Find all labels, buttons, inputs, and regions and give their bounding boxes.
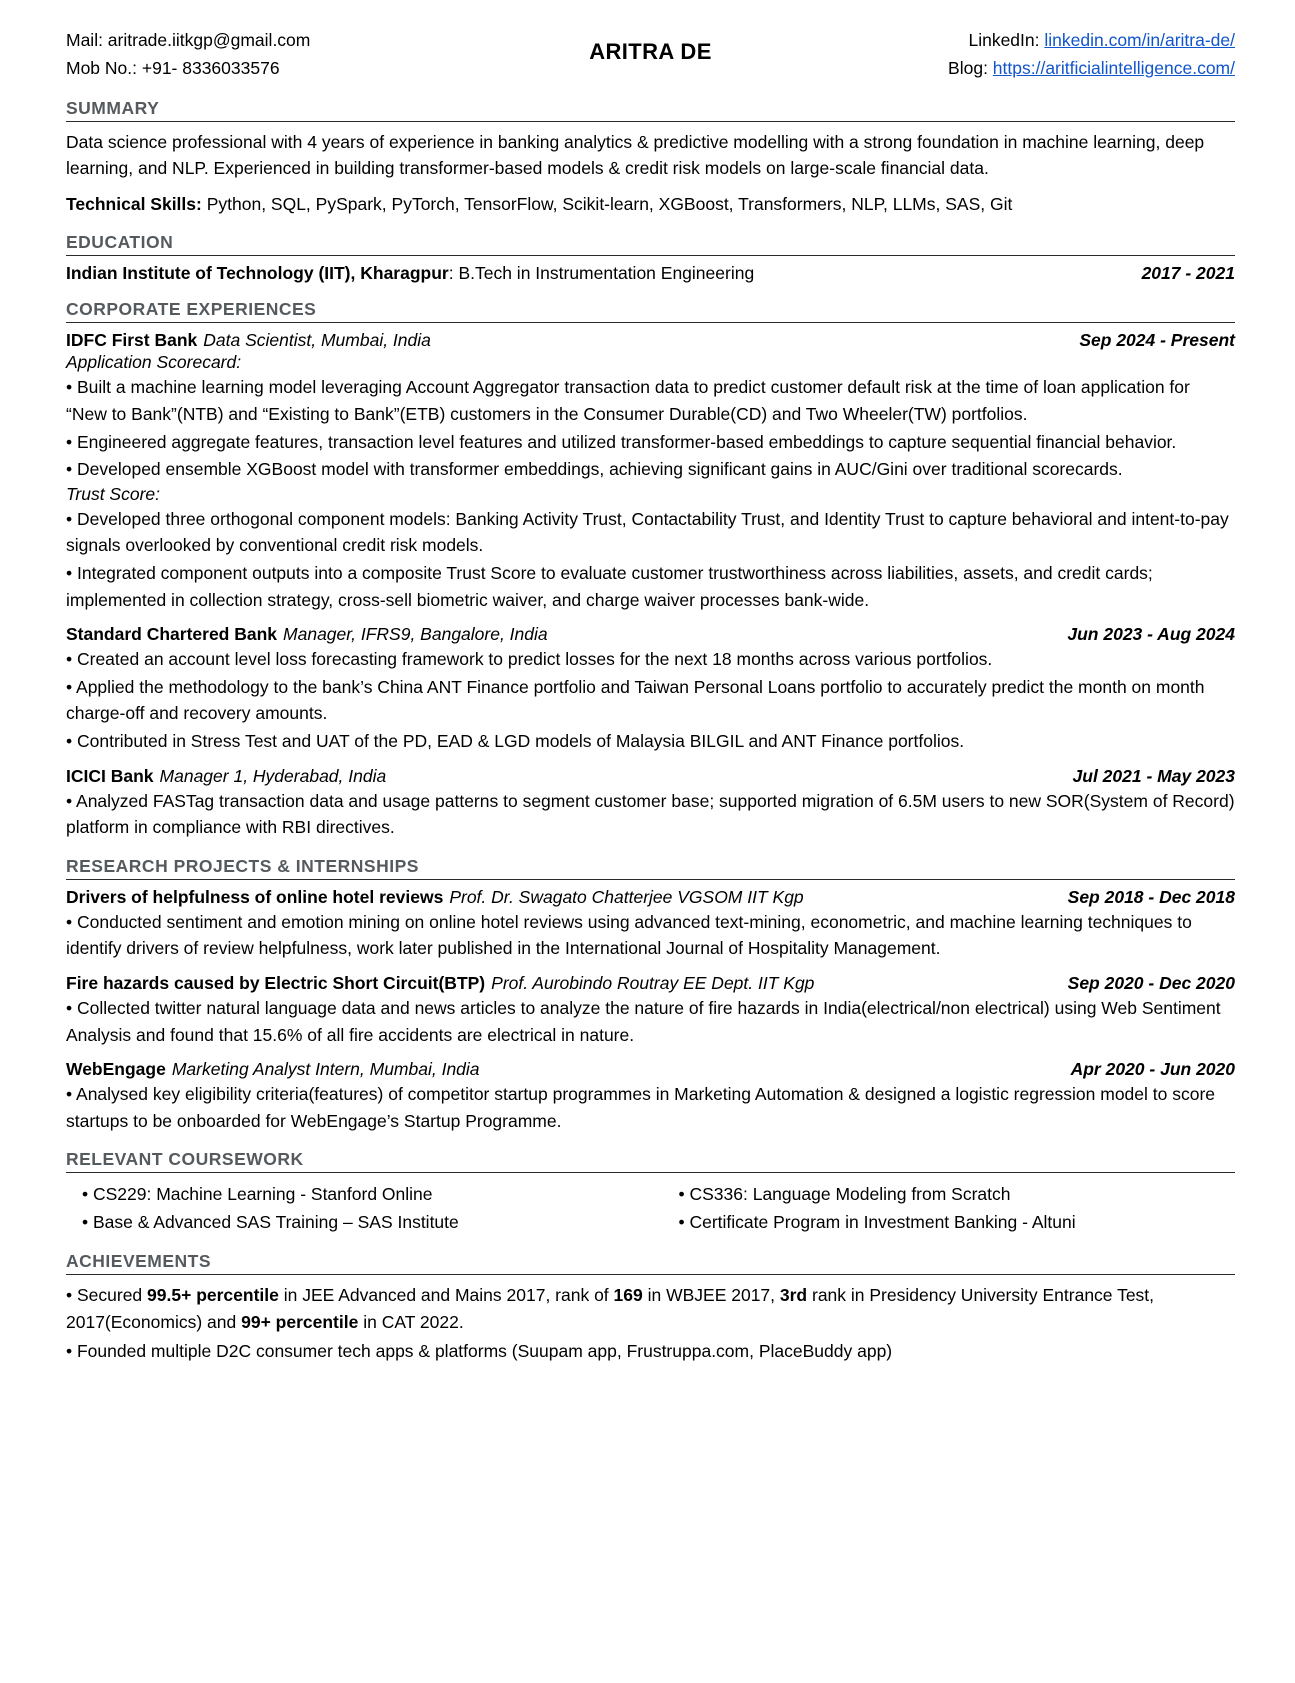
section-title-corporate: CORPORATE EXPERIENCES xyxy=(66,299,317,320)
phone-text: Mob No.: +91- 8336033576 xyxy=(66,58,280,79)
experience-bullet: • Developed ensemble XGBoost model with transformer embeddings, achieving significant gains in AUC/Gini over traditional scorecards. xyxy=(66,459,1123,480)
achievement-text: rank in Presidency University Entrance Test, 2017(Economics) and xyxy=(66,1285,1155,1332)
blog-line xyxy=(849,54,1235,82)
experience-header-row xyxy=(66,766,1235,787)
experience-entry xyxy=(66,766,1235,841)
divider xyxy=(66,121,1235,122)
education-dates: 2017 - 2021 xyxy=(1141,263,1235,284)
achievement-highlight: 99+ percentile xyxy=(241,1311,359,1332)
achievement-item xyxy=(66,1282,1235,1335)
research-entry xyxy=(66,973,1235,1048)
research-left xyxy=(66,887,804,908)
linkedin-label: LinkedIn: xyxy=(968,30,1045,50)
candidate-name: ARITRA DE xyxy=(589,39,712,64)
technical-skills-label: Technical Skills: xyxy=(66,193,202,214)
achievement-text: in CAT 2022. xyxy=(358,1311,464,1332)
experience-bullet: • Developed three orthogonal component models: Banking Activity Trust, Contactability Trust, and Identity Trust to capture behavioral and intent-to-pay signals overlooked by conventional credit risk models. xyxy=(66,508,1229,556)
job-title-location: Manager, IFRS9, Bangalore, India xyxy=(283,624,548,645)
experience-bullet: • Applied the methodology to the bank’s China ANT Finance portfolio and Taiwan Personal Loans portfolio to accurately predict the month on month charge-off and recovery amounts. xyxy=(66,676,1205,724)
corporate-entries xyxy=(66,330,1235,840)
education-degree: : B.Tech in Instrumentation Engineering xyxy=(448,263,755,284)
research-header-row xyxy=(66,1059,1235,1080)
section-title-coursework: RELEVANT COURSEWORK xyxy=(66,1149,304,1170)
experience-bullet: • Analyzed FASTag transaction data and usage patterns to segment customer base; supported migration of 6.5M users to new SOR(System of Record) platform in compliance with RBI directives. xyxy=(66,790,1235,838)
employer-name: IDFC First Bank xyxy=(66,330,198,351)
experience-left xyxy=(66,624,548,645)
project-title: Fire hazards caused by Electric Short Circuit(BTP) xyxy=(66,972,486,993)
experience-bullet: • Contributed in Stress Test and UAT of the PD, EAD & LGD models of Malaysia BILGIL and ANT Finance portfolios. xyxy=(66,731,965,751)
experience-bullet: • Engineered aggregate features, transaction level features and utilized transformer-based embeddings to capture sequential financial behavior. xyxy=(66,431,1177,452)
experience-bullet: • Built a machine learning model leveraging Account Aggregator transaction data to predict customer default risk at the time of loan application for “New to Bank”(NTB) and “Existing to Bank”(ETB) customers in the Consumer Durable(CD) and Two Wheeler(TW) portfolios. xyxy=(66,377,1190,425)
employer-name: ICICI Bank xyxy=(66,765,154,786)
achievement-highlight: 3rd xyxy=(779,1285,808,1306)
project-advisor: Prof. Aurobindo Routray EE Dept. IIT Kgp xyxy=(491,972,815,993)
resume-header xyxy=(66,26,1235,83)
technical-skills-value: Python, SQL, PySpark, PyTorch, TensorFlow, Scikit-learn, XGBoost, Transformers, NLP, LLMs, SAS, Git xyxy=(201,193,1013,214)
section-title-research: RESEARCH PROJECTS & INTERNSHIPS xyxy=(66,855,419,876)
project-subheading: Trust Score: xyxy=(66,483,161,504)
email-text: Mail: aritrade.iitkgp@gmail.com xyxy=(66,30,311,50)
research-entry xyxy=(66,887,1235,962)
achievement-text: in JEE Advanced and Mains 2017, rank of xyxy=(278,1285,614,1306)
experience-bullet: • Integrated component outputs into a composite Trust Score to evaluate customer trustworthiness across liabilities, assets, and credit cards; implemented in collection strategy, cross-sell biometric waiver, and charge waiver processes bank-wide. xyxy=(66,563,1153,610)
divider xyxy=(66,322,1235,323)
research-entries xyxy=(66,887,1235,1135)
blog-link[interactable]: https://aritficialintelligence.com/ xyxy=(992,58,1235,79)
employer-name: Standard Chartered Bank xyxy=(66,624,278,645)
experience-header-row xyxy=(66,330,1235,351)
technical-skills-line xyxy=(66,191,1235,218)
coursework-item: • CS336: Language Modeling from Scratch xyxy=(678,1184,1011,1205)
contact-block xyxy=(66,26,452,83)
section-title-summary: SUMMARY xyxy=(66,97,160,118)
coursework-column-left xyxy=(66,1180,651,1236)
achievement-item xyxy=(66,1338,1235,1365)
divider xyxy=(66,1274,1235,1275)
research-entry xyxy=(66,1059,1235,1134)
coursework-columns xyxy=(66,1180,1235,1236)
project-title: Drivers of helpfulness of online hotel reviews xyxy=(66,886,444,907)
research-bullet: • Analysed key eligibility criteria(features) of competitor startup programmes in Marketing Automation & designed a logistic regression model to score startups to be onboarded for WebEngage’s Startup Programme. xyxy=(66,1084,1216,1131)
linkedin-link[interactable]: linkedin.com/in/aritra-de/ xyxy=(1044,30,1235,50)
summary-text: Data science professional with 4 years of experience in banking analytics & predictive modelling with a strong foundation in machine learning, deep learning, and NLP. Experienced in building transformer-based models & credit risk models on large-scale financial data. xyxy=(66,131,1205,179)
achievement-text: in WBJEE 2017, xyxy=(642,1285,780,1306)
project-advisor: Marketing Analyst Intern, Mumbai, India xyxy=(171,1059,480,1080)
research-bullet: • Collected twitter natural language data and news articles to analyze the nature of fire hazards in India(electrical/non electrical) using Web Sentiment Analysis and found that 15.6% of all fire accidents are electrical in nature. xyxy=(66,997,1221,1045)
research-bullet: • Conducted sentiment and emotion mining on online hotel reviews using advanced text-mining, econometric, and machine learning techniques to identify drivers of review helpfulness, work later published in the International Journal of Hospitality Management. xyxy=(66,911,1192,959)
achievement-list xyxy=(66,1282,1235,1364)
project-dates: Apr 2020 - Jun 2020 xyxy=(1070,1059,1235,1080)
employment-dates: Sep 2024 - Present xyxy=(1079,330,1235,351)
employment-dates: Jul 2021 - May 2023 xyxy=(1072,765,1235,786)
research-left xyxy=(66,1059,480,1080)
education-left xyxy=(66,263,754,284)
research-header-row xyxy=(66,973,1235,994)
coursework-item: • Base & Advanced SAS Training – SAS Institute xyxy=(82,1212,459,1233)
linkedin-line xyxy=(849,26,1235,54)
project-subheading: Application Scorecard: xyxy=(66,352,242,373)
employment-dates: Jun 2023 - Aug 2024 xyxy=(1067,624,1235,645)
education-institute: Indian Institute of Technology (IIT), Kharagpur xyxy=(66,263,449,284)
blog-label: Blog: xyxy=(948,58,993,79)
project-advisor: Prof. Dr. Swagato Chatterjee VGSOM IIT Kgp xyxy=(449,886,804,907)
experience-left xyxy=(66,766,386,787)
achievement-highlight: 169 xyxy=(613,1285,643,1306)
research-left xyxy=(66,973,814,994)
achievement-text: • Founded multiple D2C consumer tech apps & platforms (Suupam app, Frustruppa.com, PlaceBuddy app) xyxy=(66,1340,893,1361)
experience-entry xyxy=(66,624,1235,754)
section-title-education: EDUCATION xyxy=(66,232,174,253)
achievement-text: • Secured xyxy=(66,1285,148,1306)
divider xyxy=(66,255,1235,256)
project-dates: Sep 2020 - Dec 2020 xyxy=(1067,972,1235,993)
divider xyxy=(66,879,1235,880)
coursework-item: • Certificate Program in Investment Banking - Altuni xyxy=(678,1212,1076,1233)
experience-entry xyxy=(66,330,1235,613)
job-title-location: Data Scientist, Mumbai, India xyxy=(203,330,431,351)
education-entry xyxy=(66,263,1235,284)
section-title-achievements: ACHIEVEMENTS xyxy=(66,1251,212,1272)
divider xyxy=(66,1172,1235,1173)
coursework-column-right xyxy=(651,1180,1236,1236)
experience-bullet: • Created an account level loss forecasting framework to predict losses for the next 18 months across various portfolios. xyxy=(66,649,993,670)
coursework-item: • CS229: Machine Learning - Stanford Online xyxy=(82,1184,433,1205)
experience-header-row xyxy=(66,624,1235,645)
achievement-highlight: 99.5+ percentile xyxy=(147,1285,279,1306)
links-block xyxy=(849,26,1235,83)
job-title-location: Manager 1, Hyderabad, India xyxy=(159,765,387,786)
experience-left xyxy=(66,330,431,351)
project-title: WebEngage xyxy=(66,1059,166,1080)
research-header-row xyxy=(66,887,1235,908)
project-dates: Sep 2018 - Dec 2018 xyxy=(1067,886,1235,907)
